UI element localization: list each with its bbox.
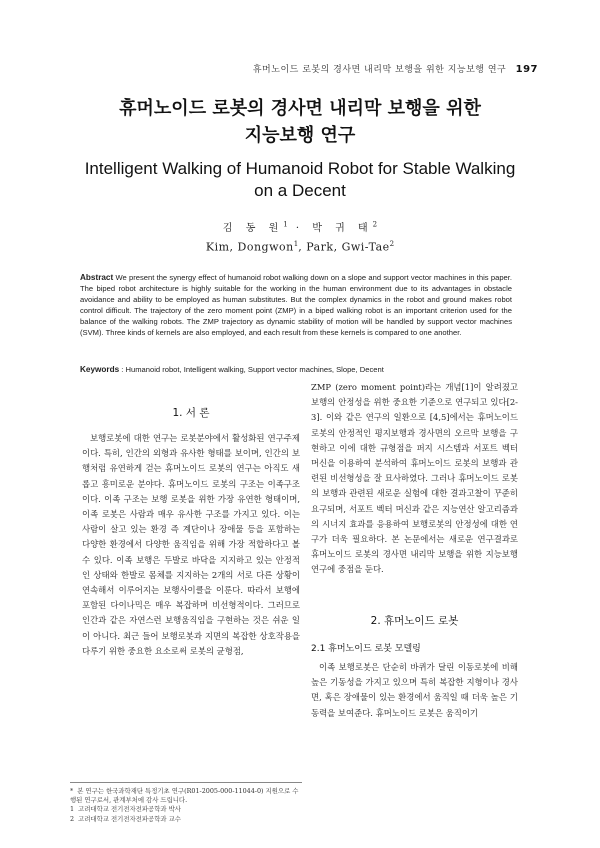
author-english-separator: , (298, 240, 307, 254)
footnote-author-1 (70, 805, 302, 814)
title-english-line-1: Intelligent Walking of Humanoid Robot for Stable Walking (84, 159, 516, 178)
footnote-text: 고려대학교 전기전자전파공학과 교수 (78, 814, 181, 823)
keywords-label: Keywords (80, 365, 120, 374)
title-english-line-2: on a Decent (254, 181, 346, 200)
footnote-mark: * (70, 787, 74, 795)
right-column-paragraph-1: ZMP (zero moment point)라는 개념[1]이 알려졌고 보행의 안정성을 위한 중요한 기준으로 연구되고 있다[2-3]. 이와 같은 연구의 일환으로 [4,5]에서는 휴머노이드 로봇의 안정적인 평지보행과 경사면의 오르막 보행을 구현하고 이에 대한 규형점을 퍼지 시스템과 서포트 벡터 머신을 이용하여 분석하여 휴머노이드 로봇의 보행과 관련된 비선형성을 잘 묘사하였다. 그러나 휴머노이드 로봇의 보행과 관련된 새로운 실험에 대한 결과고찰이 꾸준히 요구되며, 서포트 벡터 머신과 같은 지능연산 알고리즘과의 시너지 효과를 응용하여 보행로봇의 안정성에 대한 연구가 더욱 필요하다. 본 논문에서는 새로운 연구결과로 휴머노이드 로봇의 경사면 내리막 보행을 위한 지능보행 연구에 중점을 둔다. (311, 382, 518, 575)
author-1-english: Kim, Dongwon (205, 240, 294, 254)
author-1-affiliation-mark: 1 (283, 220, 288, 229)
right-column-lower (311, 660, 518, 721)
abstract (80, 272, 512, 338)
footnote-text: 본 연구는 한국과학재단 특정기초 연구(R01-2005-000-11044-0) 지원으로 수행된 연구로서, 관계부처에 감사 드립니다. (70, 787, 299, 805)
author-1-korean: 김 동 원 (222, 223, 284, 234)
footnotes (70, 782, 302, 824)
author-2-affiliation-mark: 2 (372, 220, 378, 229)
footnote-rule (70, 782, 302, 783)
left-column (82, 431, 300, 659)
author-2-korean: 박 귀 태 (312, 223, 373, 234)
running-header (253, 62, 538, 75)
author-1-english-mark: 1 (293, 240, 299, 248)
authors-english (0, 240, 600, 254)
section-2-heading: 2. 휴머노이드 로봇 (370, 615, 459, 627)
authors-korean (0, 219, 600, 234)
footnote-funding (70, 787, 302, 805)
title-korean-line-2: 지능보행 연구 (244, 125, 356, 146)
footnote-author-2 (70, 815, 302, 824)
title-korean-line-1: 휴머노이드 로봇의 경사면 내리막 보행을 위한 (119, 98, 481, 119)
footnote-mark: 2 (70, 814, 75, 823)
keywords (80, 364, 520, 375)
running-header-text: 휴머노이드 로봇의 경사면 내리막 보행을 위한 지능보행 연구 (252, 65, 507, 75)
abstract-text: We present the synergy effect of humanoid robot walking down on a slope and support vector machines in this paper. The biped robot architecture is highly suitable for the working in the human environment due to its advantages in obstacle avoidance and ability to be employed as human substitutes. But the complex dynamics in the robot and ground makes robot control difficult. The trajectory of the zero moment point (ZMP) in a biped walking robot is an important criterion used for the balance of the walking robots. The ZMP trajectory as dynamic stability of motion will be handled by support vector machines (SVM). Three kinds of kernels are also employed, and each result from these kernels is compared to one another. (80, 273, 512, 337)
footnote-text: 고려대학교 전기전자전파공학과 박사 (78, 805, 181, 814)
footnote-mark: 1 (70, 805, 75, 814)
title-english (0, 158, 600, 202)
subsection-2-1-paragraph: 이족 보행로봇은 단순히 바퀴가 달린 이동로봇에 비해 높은 기동성을 가지고 있으며 특히 복잡한 지형이나 경사면, 혹은 장애물이 있는 환경에서 움직일 때 더욱 높은 기동력을 보여준다. 휴머노이드 로봇은 움직이기 (311, 662, 518, 718)
title-korean (0, 95, 600, 149)
keywords-text: : Humanoid robot, Intelligent walking, Support vector machines, Slope, Decent (121, 365, 384, 374)
author-2-english-mark: 2 (389, 240, 395, 248)
author-separator: · (295, 223, 305, 234)
section-1-heading: 1. 서 론 (172, 407, 210, 419)
section-1-paragraph: 보행로봇에 대한 연구는 로봇분야에서 활성화된 연구주제이다. 특히, 인간의 외형과 유사한 형태를 보이며, 인간의 보행처럼 유연하게 걷는 휴머노이드 로봇의 연구는 아직도 새롭고 흥미로운 분야다. 휴머노이드 로봇의 구조는 이족구조이다. 이족 구조는 보행 로봇을 위한 가장 유연한 형태이며, 이족 로봇은 사람과 매우 유사한 구조를 가지고 있다. 이는 사람이 살고 있는 환경 즉 계단이나 장애물 등을 포함하는 다양한 환경에서 다양한 움직임을 위해 가장 적합하다고 볼 수 있다. 이족 보행은 두발로 바닥을 지지하고 있는 안정적인 상태와 한발로 몸체를 지지하는 2개의 서로 다른 상황이 연속해서 이루어지는 보행사이클을 이룬다. 따라서 보행에 포함된 다이나믹은 매우 복잡하며 비선형적이다. 그러므로 인간과 같은 자연스런 보행움직임을 구현하는 것은 쉬운 일이 아니다. 최근 들어 보행로봇과 지면의 복잡한 상호작용을 다루기 위한 중요한 요소로써 로봇의 균형점, (82, 433, 300, 656)
subsection-2-1-heading: 2.1 휴머노이드 로봇 모델링 (311, 644, 421, 654)
page-number: 197 (515, 64, 538, 75)
author-2-english: Park, Gwi-Tae (306, 240, 390, 254)
right-column (311, 380, 518, 578)
abstract-label: Abstract (80, 273, 114, 282)
